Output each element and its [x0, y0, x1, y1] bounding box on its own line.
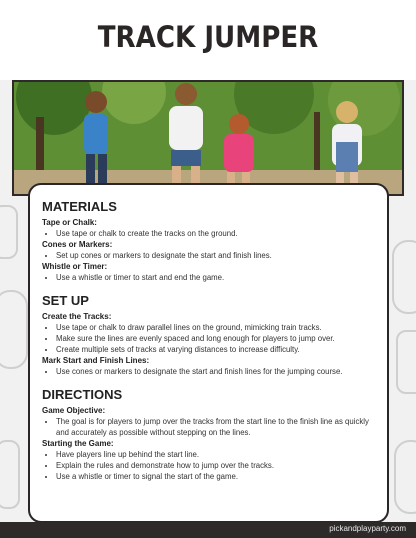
background-doodle — [0, 205, 18, 259]
background-doodle — [394, 440, 416, 514]
directions-section — [42, 387, 375, 482]
photo-frame — [12, 80, 404, 196]
group-label: Mark Start and Finish Lines: — [42, 356, 150, 365]
list-item: • Create multiple sets of tracks at varying distances to increase difficulty. — [56, 344, 375, 355]
group-label: Game Objective: — [42, 406, 106, 415]
list-item: • Make sure the lines are evenly spaced and long enough for players to jump over. — [56, 333, 375, 344]
group-label: Starting the Game: — [42, 439, 114, 448]
photo-illustration — [14, 82, 402, 194]
section-heading: SET UP — [42, 293, 89, 308]
kids-playing-photo — [14, 82, 402, 194]
group-label: Whistle or Timer: — [42, 262, 108, 271]
setup-section — [42, 293, 375, 377]
list-item: • Use a whistle or timer to start and end the game. — [56, 272, 375, 283]
list-item: • Set up cones or markers to designate the start and finish lines. — [56, 250, 375, 261]
list-item: • Have players line up behind the start line. — [56, 449, 375, 460]
bullet-list — [42, 449, 375, 482]
bullet-list — [42, 250, 375, 261]
list-item: • Use cones or markers to designate the start and finish lines for the jumping course. — [56, 366, 375, 377]
group-label: Cones or Markers: — [42, 240, 113, 249]
background-doodle — [0, 440, 20, 509]
background-doodle — [392, 240, 416, 314]
list-item: • Use a whistle or timer to signal the start of the game. — [56, 471, 375, 482]
background-doodle — [396, 330, 416, 394]
footer-website: pickandplayparty.com — [329, 524, 406, 533]
bullet-list — [42, 322, 375, 355]
list-item: • The goal is for players to jump over the tracks from the start line to the finish line as quickly and accurately as possible without stepping on the lines. — [56, 416, 375, 438]
group-label: Create the Tracks: — [42, 312, 112, 321]
background-doodle — [0, 290, 28, 369]
page-title: TRACK JUMPER — [97, 20, 319, 54]
footer-bar — [0, 522, 416, 538]
list-item: • Use tape or chalk to create the tracks on the ground. — [56, 228, 375, 239]
list-item: • Explain the rules and demonstrate how to jump over the tracks. — [56, 460, 375, 471]
group-label: Tape or Chalk: — [42, 218, 97, 227]
bullet-list — [42, 416, 375, 438]
section-heading: DIRECTIONS — [42, 387, 123, 402]
list-item: • Use tape or chalk to draw parallel lines on the ground, mimicking train tracks. — [56, 322, 375, 333]
instructions-card — [28, 183, 389, 523]
bullet-list — [42, 272, 375, 283]
materials-section — [42, 199, 375, 283]
section-heading: MATERIALS — [42, 199, 117, 214]
bullet-list — [42, 366, 375, 377]
bullet-list — [42, 228, 375, 239]
